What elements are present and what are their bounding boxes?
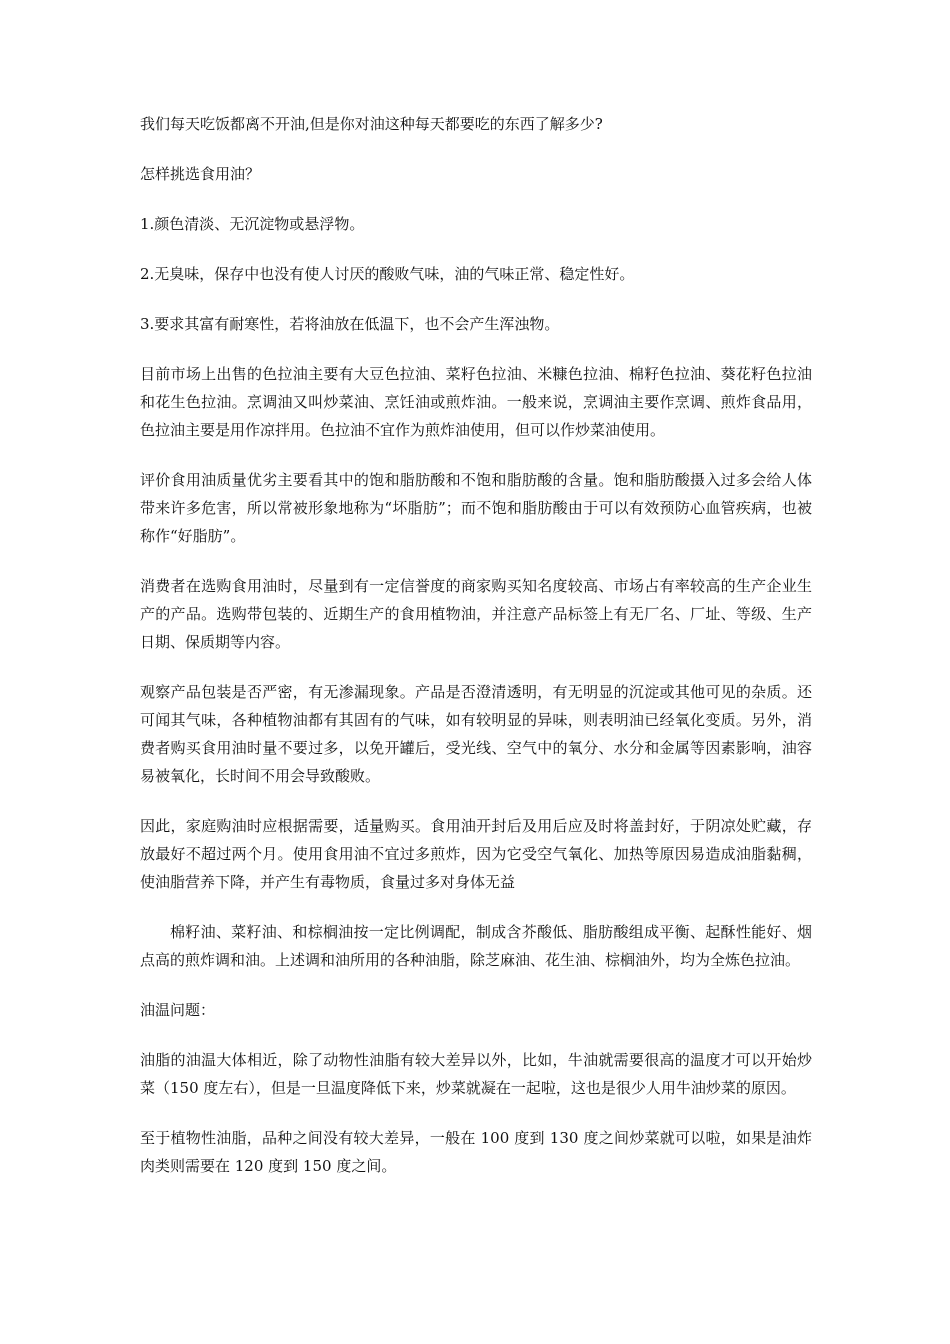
list-item-3: 3.要求其富有耐寒性，若将油放在低温下，也不会产生浑浊物。 [140,315,560,333]
paragraph-storage: 因此，家庭购油时应根据需要，适量购买。食用油开封后及用后应及时将盖封好，于阴凉处贮藏，存放最好不超过两个月。使用食用油不宜过多煎炸，因为它受空气氧化、加热等原因易造成油脂黏稠，使油脂营养下降，并产生有毒物质，食量过多对身体无益 [140,817,812,891]
list-item-2: 2.无臭味，保存中也没有使人讨厌的酸败气味，油的气味正常、稳定性好。 [140,265,635,283]
list-item-1: 1.颜色清淡、无沉淀物或悬浮物。 [140,215,365,233]
section-heading-oil-temperature: 油温问题： [140,1001,216,1019]
document-body [140,110,812,1202]
intro-paragraph: 我们每天吃饭都离不开油,但是你对油这种每天都要吃的东西了解多少? [140,115,603,133]
paragraph-fatty-acids: 评价食用油质量优劣主要看其中的饱和脂肪酸和不饱和脂肪酸的含量。饱和脂肪酸摄入过多会给人体带来许多危害，所以常被形象地称为“坏脂肪”；而不饱和脂肪酸由于可以有效预防心血管疾病，也被称作“好脂肪”。 [140,471,812,545]
paragraph-buying-advice: 消费者在选购食用油时，尽量到有一定信誉度的商家购买知名度较高、市场占有率较高的生产企业生产的产品。选购带包装的、近期生产的食用植物油，并注意产品标签上有无厂名、厂址、等级、生产日期、保质期等内容。 [140,577,812,651]
paragraph-inspection: 观察产品包装是否严密，有无渗漏现象。产品是否澄清透明，有无明显的沉淀或其他可见的杂质。还可闻其气味，各种植物油都有其固有的气味，如有较明显的异味，则表明油已经氧化变质。另外，消费者购买食用油时量不要过多，以免开罐后，受光线、空气中的氧分、水分和金属等因素影响，油容易被氧化，长时间不用会导致酸败。 [140,683,812,785]
paragraph-animal-fat-temperature: 油脂的油温大体相近，除了动物性油脂有较大差异以外，比如，牛油就需要很高的温度才可以开始炒菜（150 度左右），但是一旦温度降低下来，炒菜就凝在一起啦，这也是很少人用牛油炒菜的原因。 [140,1051,812,1097]
paragraph-vegetable-oil-temperature: 至于植物性油脂，品种之间没有较大差异，一般在 100 度到 130 度之间炒菜就可以啦，如果是油炸肉类则需要在 120 度到 150 度之间。 [140,1129,812,1175]
paragraph-salad-oil-types: 目前市场上出售的色拉油主要有大豆色拉油、菜籽色拉油、米糠色拉油、棉籽色拉油、葵花籽色拉油和花生色拉油。烹调油又叫炒菜油、烹饪油或煎炸油。一般来说，烹调油主要作烹调、煎炸食品用，色拉油主要是用作凉拌用。色拉油不宜作为煎炸油使用，但可以作炒菜油使用。 [140,365,812,439]
section-heading-how-to-choose: 怎样挑选食用油？ [140,165,261,183]
paragraph-blended-oil: 棉籽油、菜籽油、和棕榈油按一定比例调配，制成含芥酸低、脂肪酸组成平衡、起酥性能好、烟点高的煎炸调和油。上述调和油所用的各种油脂，除芝麻油、花生油、棕榈油外，均为全炼色拉油。 [140,923,812,969]
